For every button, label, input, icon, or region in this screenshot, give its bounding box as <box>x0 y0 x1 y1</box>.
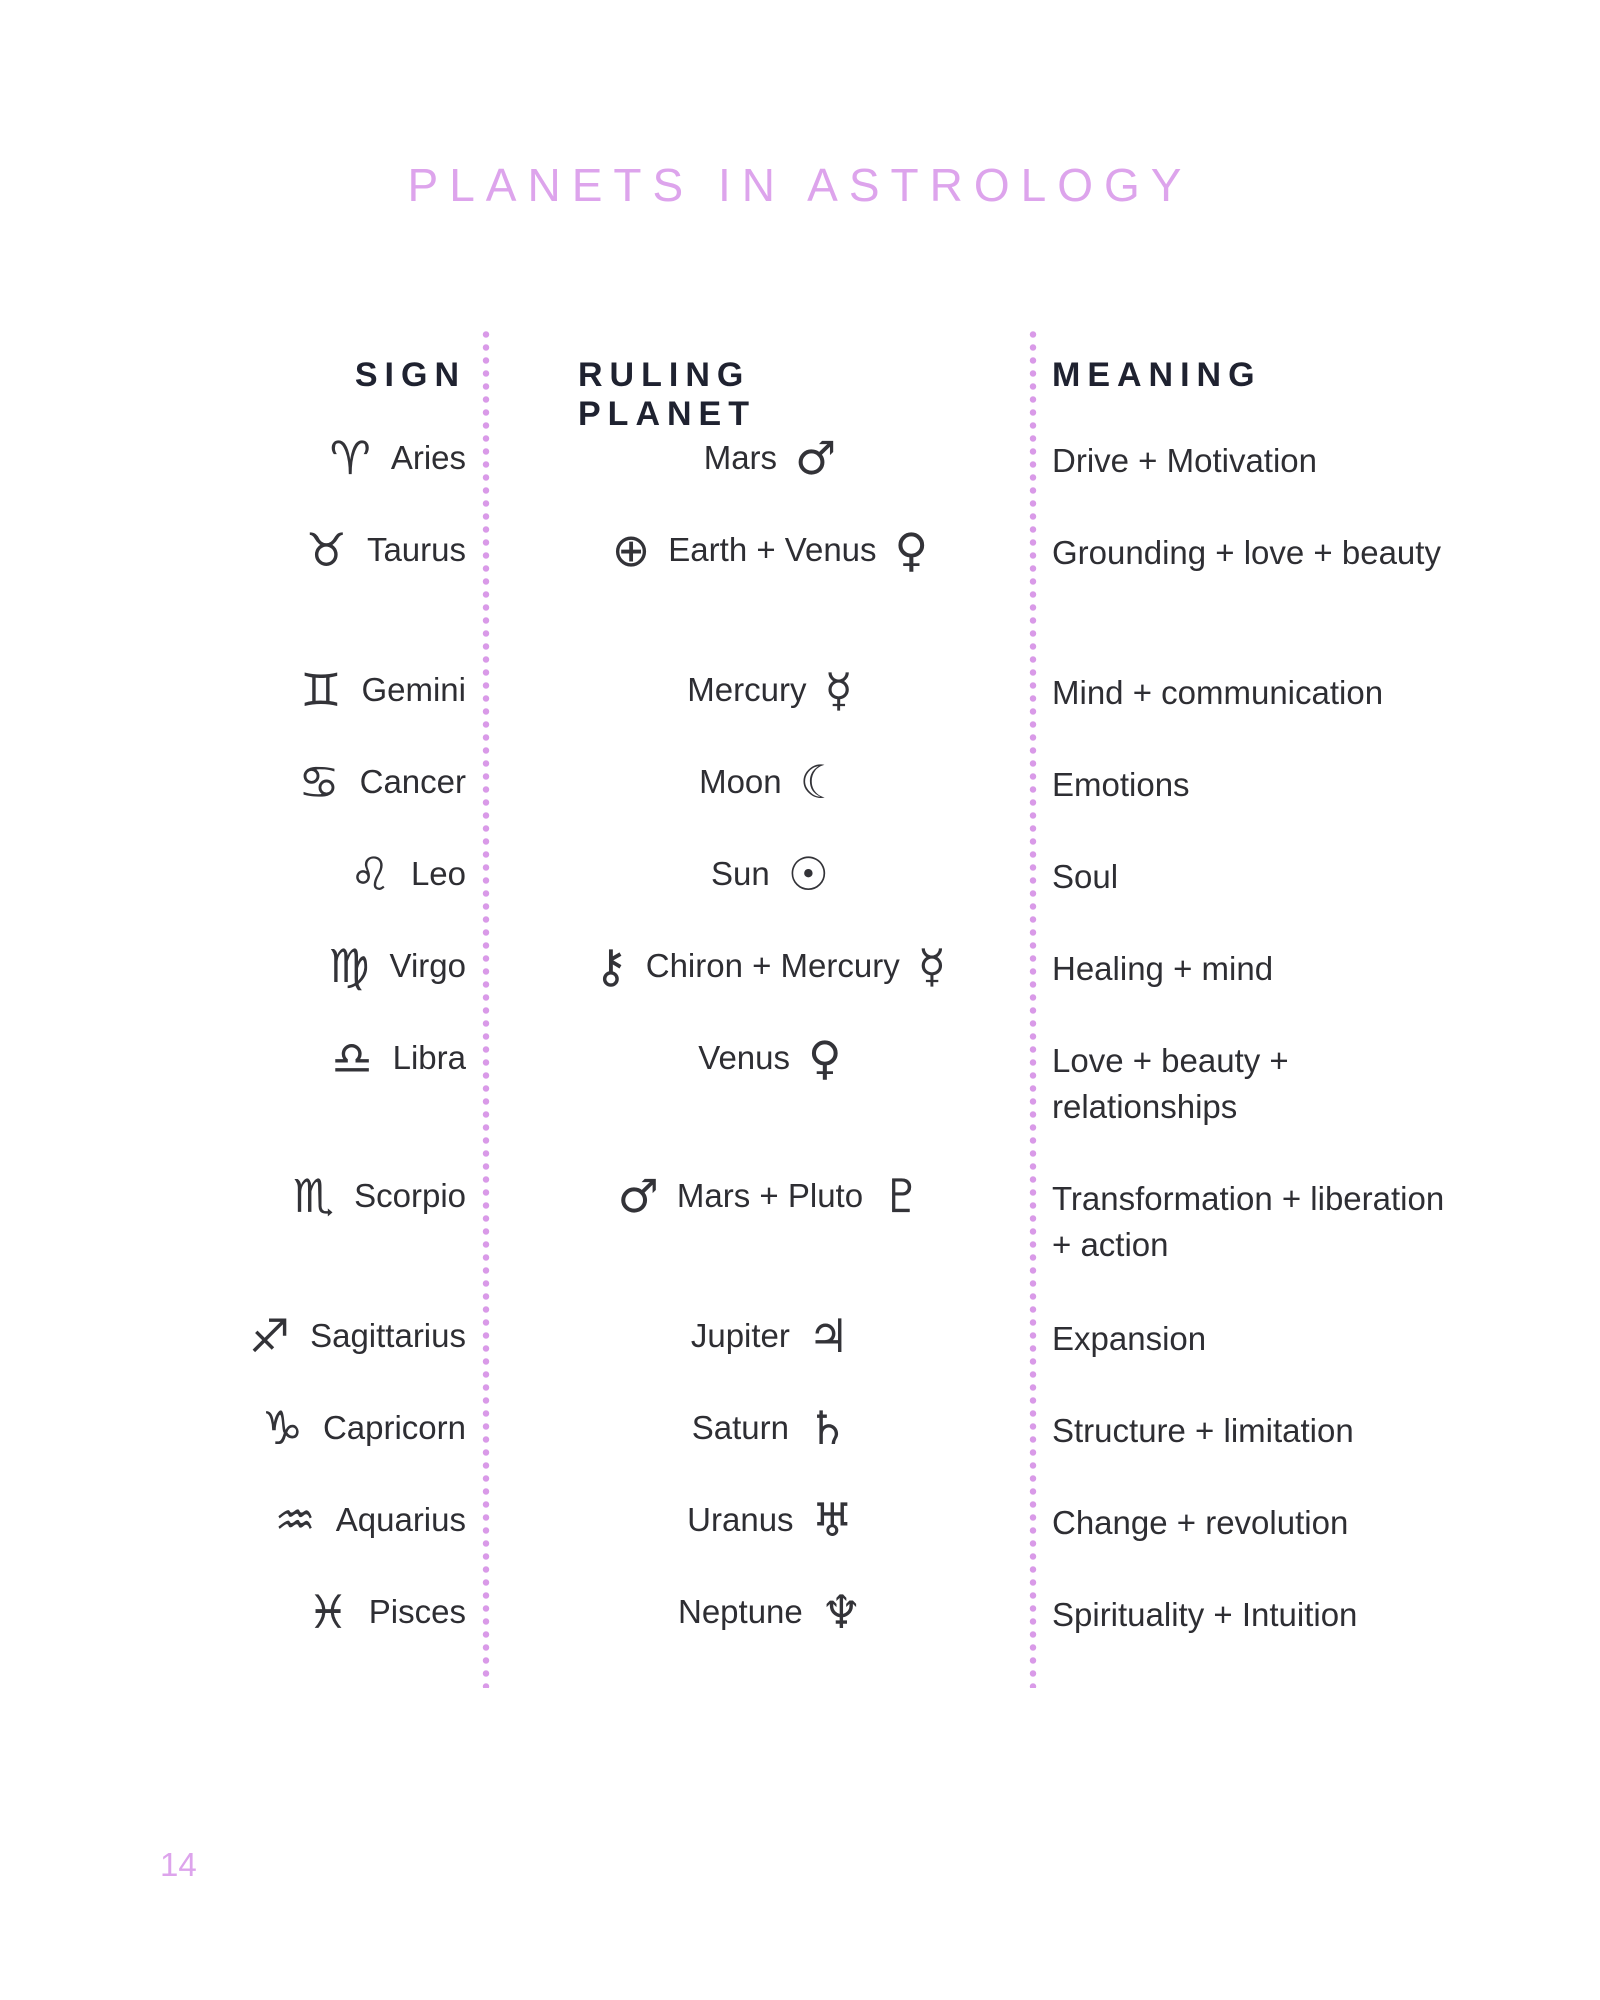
planet-cell <box>560 1166 980 1226</box>
sign-label: Aquarius <box>335 1501 466 1538</box>
planet-icon: ♀ <box>808 1031 842 1085</box>
column-header-ruling-planet: RULING PLANET <box>578 356 756 433</box>
planet-cell <box>560 844 980 904</box>
sign-label: Capricorn <box>322 1409 466 1446</box>
libra-icon: ♎ <box>331 1031 373 1085</box>
planet-icon: ♄ <box>806 1401 849 1455</box>
planet-cell <box>560 1306 980 1366</box>
planet-cell <box>560 428 980 488</box>
table-row <box>0 1582 1600 1642</box>
planet-cell <box>560 752 980 812</box>
planet-label: Moon <box>699 763 782 800</box>
sign-label: Scorpio <box>354 1177 466 1214</box>
meaning-text: Expansion <box>1052 1320 1207 1357</box>
table-row <box>0 520 1600 580</box>
planet-label: Venus <box>698 1039 791 1076</box>
planet-cell <box>560 1490 980 1550</box>
meaning-text: Grounding + love + beauty <box>1052 534 1441 571</box>
table-row <box>0 936 1600 996</box>
meaning-text: Emotions <box>1052 766 1190 803</box>
table-row <box>0 1306 1600 1366</box>
meaning-text: Soul <box>1052 858 1119 895</box>
planet-icon: ♆ <box>820 1585 862 1639</box>
meaning-text: Spirituality + Intuition <box>1052 1596 1358 1633</box>
planet-icon: ☾ <box>799 755 841 809</box>
planet-icon: ♇ <box>881 1169 923 1223</box>
planet-icon: ♀ <box>894 523 929 577</box>
virgo-icon: ♍ <box>328 939 370 993</box>
meaning-text: Structure + limitation <box>1052 1412 1354 1449</box>
planet-icon: ♃ <box>807 1309 850 1363</box>
sign-cell <box>300 660 466 720</box>
planet-icon: ☿ <box>917 939 946 993</box>
sign-label: Gemini <box>361 671 466 708</box>
table-row <box>0 1028 1600 1125</box>
sign-cell <box>293 1166 466 1226</box>
sign-cell <box>306 520 466 580</box>
meaning-text: Love + beauty + relationships <box>1052 1042 1289 1125</box>
planet-icon: ♂ <box>795 431 837 485</box>
page-title: PLANETS IN ASTROLOGY <box>407 159 1193 211</box>
sign-cell <box>275 1490 467 1550</box>
sign-label: Taurus <box>366 531 466 568</box>
planet-cell <box>560 660 980 720</box>
meaning-text: Drive + Motivation <box>1052 442 1318 479</box>
column-header-meaning: MEANING <box>1052 356 1262 394</box>
sign-cell <box>328 936 466 996</box>
sign-cell <box>350 844 466 904</box>
planet-icon: ⚷ <box>594 939 628 993</box>
meaning-text: Healing + mind <box>1052 950 1274 987</box>
planet-icon: ☿ <box>824 663 853 717</box>
sagittarius-icon: ♐ <box>248 1309 291 1363</box>
aries-icon: ♈ <box>329 431 371 485</box>
planet-label: Mars <box>703 439 778 476</box>
capricorn-icon: ♑ <box>261 1401 303 1455</box>
meaning-text: Mind + communication <box>1052 674 1384 711</box>
table-row <box>0 1490 1600 1550</box>
table-row <box>0 660 1600 720</box>
planet-label: Chiron + Mercury <box>645 947 900 984</box>
planet-label: Sun <box>711 855 770 892</box>
planet-icon: ♂ <box>617 1169 659 1223</box>
planet-icon: ♅ <box>811 1493 853 1547</box>
sign-label: Libra <box>392 1039 466 1076</box>
table-row <box>0 1166 1600 1263</box>
planet-label: Uranus <box>687 1501 794 1538</box>
planet-label: Mercury <box>687 671 807 708</box>
planet-icon: ⊕ <box>611 523 651 577</box>
sign-cell <box>262 1398 466 1458</box>
pisces-icon: ♓ <box>307 1585 349 1639</box>
planet-cell <box>560 1028 980 1088</box>
planet-cell <box>560 520 980 580</box>
gemini-icon: ♊ <box>300 663 342 717</box>
table-row <box>0 1398 1600 1458</box>
taurus-icon: ♉ <box>305 523 347 577</box>
sign-cell <box>249 1306 466 1366</box>
sign-label: Sagittarius <box>310 1317 466 1354</box>
sign-label: Leo <box>410 855 466 892</box>
planet-label: Earth + Venus <box>668 531 877 568</box>
aquarius-icon: ♒ <box>274 1493 316 1547</box>
meaning-text: Transformation + liberation + action <box>1052 1180 1445 1263</box>
leo-icon: ♌ <box>349 847 391 901</box>
planet-label: Mars + Pluto <box>676 1177 864 1214</box>
sign-cell <box>331 1028 466 1088</box>
page-number: 14 <box>160 1846 197 1883</box>
planet-cell <box>560 1398 980 1458</box>
sign-cell <box>330 428 466 488</box>
table-row <box>0 428 1600 488</box>
planet-label: Neptune <box>677 1593 803 1630</box>
sign-label: Aries <box>390 439 466 476</box>
planet-cell <box>560 936 980 996</box>
sign-cell <box>308 1582 466 1642</box>
scorpio-icon: ♏ <box>292 1169 335 1223</box>
table-row <box>0 752 1600 812</box>
table-row <box>0 844 1600 904</box>
sign-label: Pisces <box>368 1593 466 1630</box>
sign-label: Virgo <box>389 947 466 984</box>
planet-label: Saturn <box>691 1409 789 1446</box>
sign-cell <box>298 752 466 812</box>
sign-label: Cancer <box>359 763 466 800</box>
planet-icon: ☉ <box>787 847 829 901</box>
cancer-icon: ♋ <box>298 755 340 809</box>
planet-label: Jupiter <box>690 1317 790 1354</box>
meaning-text: Change + revolution <box>1052 1504 1349 1541</box>
column-header-sign: SIGN <box>354 356 466 394</box>
planet-cell <box>560 1582 980 1642</box>
